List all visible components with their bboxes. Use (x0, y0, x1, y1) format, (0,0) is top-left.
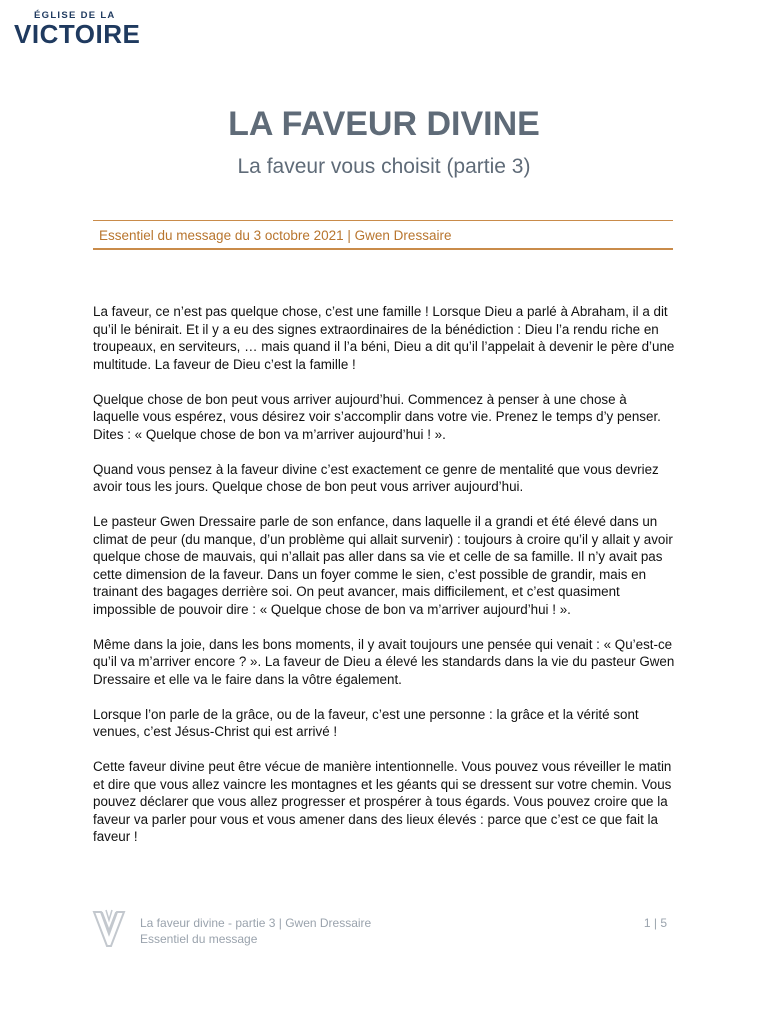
church-logo (14, 8, 164, 48)
paragraph: Même dans la joie, dans les bons moments, il y avait toujours une pensée qui venait : « Qu’est-ce qu’il va m’arriver encore ? ». La faveur de Dieu a élevé les standards dans la vie du pasteur Gwen Dressaire et elle va le faire dans la vôtre également. (93, 636, 675, 687)
page-number: 1 | 5 (643, 916, 667, 930)
footer-line-1: La faveur divine - partie 3 | Gwen Dressaire (140, 916, 372, 930)
footer-v-logo-icon (92, 908, 126, 948)
message-content (93, 303, 675, 863)
page-title: LA FAVEUR DIVINE (228, 105, 540, 143)
page-subtitle: La faveur vous choisit (partie 3) (237, 155, 531, 178)
message-info-box (93, 220, 673, 250)
logo-main-text: VICTOIRE (14, 19, 141, 49)
footer-text (140, 915, 371, 947)
paragraph: Quand vous pensez à la faveur divine c’est exactement ce genre de mentalité que vous devriez avoir tous les jours. Quelque chose de bon peut vous arriver aujourd’hui. (93, 461, 659, 494)
paragraph: Cette faveur divine peut être vécue de manière intentionnelle. Vous pouvez vous réveiller le matin et dire que vous allez vaincre les montagnes et les géants qui se dressent sur votre chemin. Vous pouvez déclarer que vous allez progresser et prospérer à tous égards. Vous pouvez croire que la faveur va parler pour vous et vous amener dans des lieux élevés : parce que c’est ce que fait la faveur ! (93, 759, 672, 844)
paragraph: La faveur, ce n’est pas quelque chose, c’est une famille ! Lorsque Dieu a parlé à Abraham, il a dit qu’il le bénirait. Et il y a eu des signes extraordinaires de la bénédiction : Dieu l’a rendu riche en troupeaux, en serviteurs, … mais quand il l’a béni, Dieu a dit qu’il l’appelait à devenir le père d’une multitude. La faveur de Dieu c’est la famille ! (93, 304, 675, 372)
message-info-text: Essentiel du message du 3 octobre 2021 | Gwen Dressaire (99, 228, 452, 243)
paragraph: Quelque chose de bon peut vous arriver aujourd’hui. Commencez à penser à une chose à laquelle vous espérez, vous désirez voir s’accomplir dans votre vie. Prenez le temps d’y penser. Dites : « Quelque chose de bon va m’arriver aujourd’hui ! ». (93, 391, 661, 442)
logo-top-text: ÉGLISE DE LA (34, 10, 116, 21)
footer-line-2: Essentiel du message (140, 932, 258, 946)
paragraph: Lorsque l’on parle de la grâce, ou de la faveur, c’est une personne : la grâce et la vérité sont venues, c’est Jésus-Christ qui est arrivé ! (93, 706, 639, 739)
paragraph: Le pasteur Gwen Dressaire parle de son enfance, dans laquelle il a grandi et été élevé dans un climat de peur (du manque, d’un problème qui allait survenir) : toujours à croire qu’il y allait y avoir quelque chose de mauvais, qui n’allait pas aller dans sa vie et celle de sa famille. Il n’y avait pas cette dimension de la faveur. Dans un foyer comme le sien, c’est possible de grandir, mais en trainant des bagages derrière soi. On peut avancer, mais difficilement, et c’est quasiment impossible de pouvoir dire : « Quelque chose de bon va m’arriver aujourd’hui ! ». (93, 514, 673, 617)
